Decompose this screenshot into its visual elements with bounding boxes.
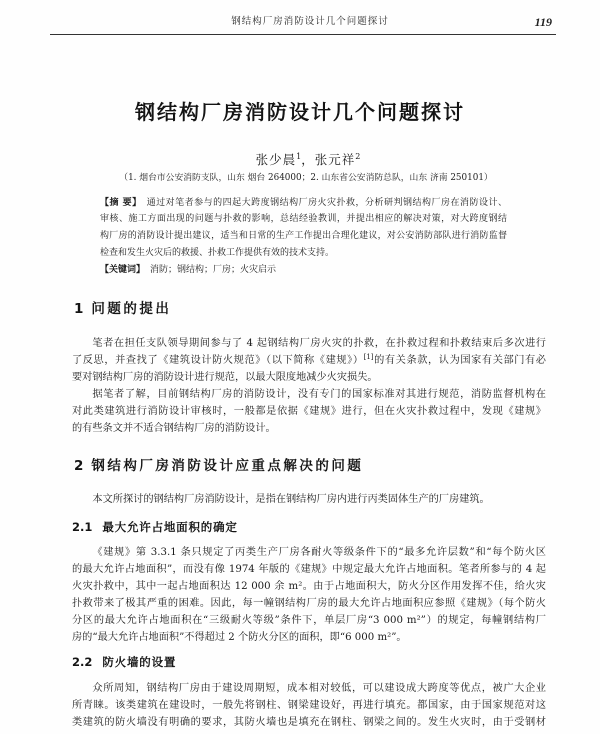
paper-title: 钢结构厂房消防设计几个问题探讨 [135,100,465,124]
body-line: 《建规》第 3.3.1 条只规定了丙类生产厂房各耐火等级条件下的“最多允许层数”和“每个防火区 [92,547,546,558]
author-name: 张少晨 [255,152,297,167]
section-title: 问题的提出 [91,301,172,317]
header-rule [50,34,556,35]
subsection-number: 2.1 [72,520,93,534]
section-number: 2 [74,458,84,474]
body-line: 所青睐。该类建筑在建设时，一般先将钢柱、钢梁建设好，再进行填充。都国家，由于国家规范对这 [72,700,546,711]
section-title: 钢结构厂房消防设计应重点解决的问题 [91,458,364,474]
author-affiliation-marker: 1 [296,152,302,161]
body-text: 的有关条款，认为国家有关部门有必 [373,355,546,366]
subsection-heading [72,518,238,536]
keywords [100,262,507,279]
abstract-line: 检查和发生火灾后的救援、扑救工作提供有效的技术支持。 [100,248,335,258]
abstract-line [100,195,507,212]
abstract-line: 审核、施工方面出现的问题与扑救的影响，总结经验教训，并提出相应的解决对策，对大跨度钢结 [100,214,507,224]
subsection-title: 最大允许占地面积的确定 [102,520,238,534]
body-line: 要对钢结构厂房的消防设计进行规范，以最大限度地减少火灾损失。 [72,372,378,383]
citation-ref: [1] [363,353,374,361]
keywords-text: 消防；钢结构；厂房；火灾启示 [150,265,277,275]
subsection-title: 防火墙的设置 [102,655,177,669]
author-separator: ， [301,152,315,167]
body-line: 众所周知，钢结构厂房由于建设周期短，成本相对较低，可以建设成大跨度等优点，被广大企业 [92,683,546,694]
body-line: 据笔者了解，目前钢结构厂房的消防设计，没有专门的国家标准对其进行规范，消防监督机构在 [92,389,546,400]
author-name: 张元祥 [314,152,356,167]
body-line: 火灾扑救中，其中一起占地面积达 12 000 余 m²。由于占地面积大，防火分区作用发挥不佳，给火灾 [72,581,546,592]
body-text: 了反思，并查找了《建筑设计防火规范》（以下简称《建规》） [72,355,364,366]
subsection-number: 2.2 [72,655,93,669]
author-line [200,151,416,168]
section-number: 1 [74,301,84,317]
keywords-label: 【关键词】 [100,265,146,275]
body-line: 扑救带来了极其严重的困难。因此，每一幢钢结构厂房的最大允许占地面积应参照《建规》（每个防火 [72,598,546,609]
body-line: 本文所探讨的钢结构厂房消防设计，是指在钢结构厂房内进行丙类固体生产的厂房建筑。 [92,494,490,505]
body-line [72,352,546,369]
body-line: 的最大允许占地面积”，而没有像 1974 年版的《建规》中规定最大允许占地面积。笔者所参与的 4 起 [72,564,546,575]
body-line: 房的“最大允许占地面积”不得超过 2 个防火分区的面积，即“6 000 m²”。 [72,632,407,643]
affiliation: （1. 烟台市公安消防支队，山东 烟台 264000；2. 山东省公安消防总队，山东 济南 250101） [119,173,493,183]
body-line: 笔者在担任支队领导期间参与了 4 起钢结构厂房火灾的扑救，在扑救过程和扑救结束后多次进行 [92,338,546,349]
body-line: 的有些条文并不适合钢结构厂房的消防设计。 [72,423,276,434]
body-line: 对此类建筑进行消防设计审核时，一般都是依据《建规》进行，但在火灾扑救过程中，发现《建规》 [72,406,546,417]
abstract-label: 【摘 要】 [100,198,142,208]
body-line: 类建筑的防火墙没有明确的要求，其防火墙也是填充在钢柱、钢梁之间的。发生火灾时，由于受钢材 [72,717,546,728]
subsection-heading [72,653,176,671]
abstract-line: 构厂房的消防设计提出建议，适当和日常的生产工作提出合理化建议，对公安消防部队进行消防监督 [100,231,507,241]
author-affiliation-marker: 2 [355,152,361,161]
abstract-text: 通过对笔者参与的四起大跨度钢结构厂房火灾扑救，分析研判钢结构厂房在消防设计、 [146,198,507,208]
page-number: 119 [534,15,552,29]
section-heading [74,456,363,476]
section-heading [74,299,171,319]
running-header-title: 钢结构厂房消防设计几个问题探讨 [231,16,389,27]
body-line: 分区的最大允许占地面积在“三级耐火等级”条件下，单层厂房“3 000 m²”）的规定，每幢钢结构厂 [72,615,546,626]
